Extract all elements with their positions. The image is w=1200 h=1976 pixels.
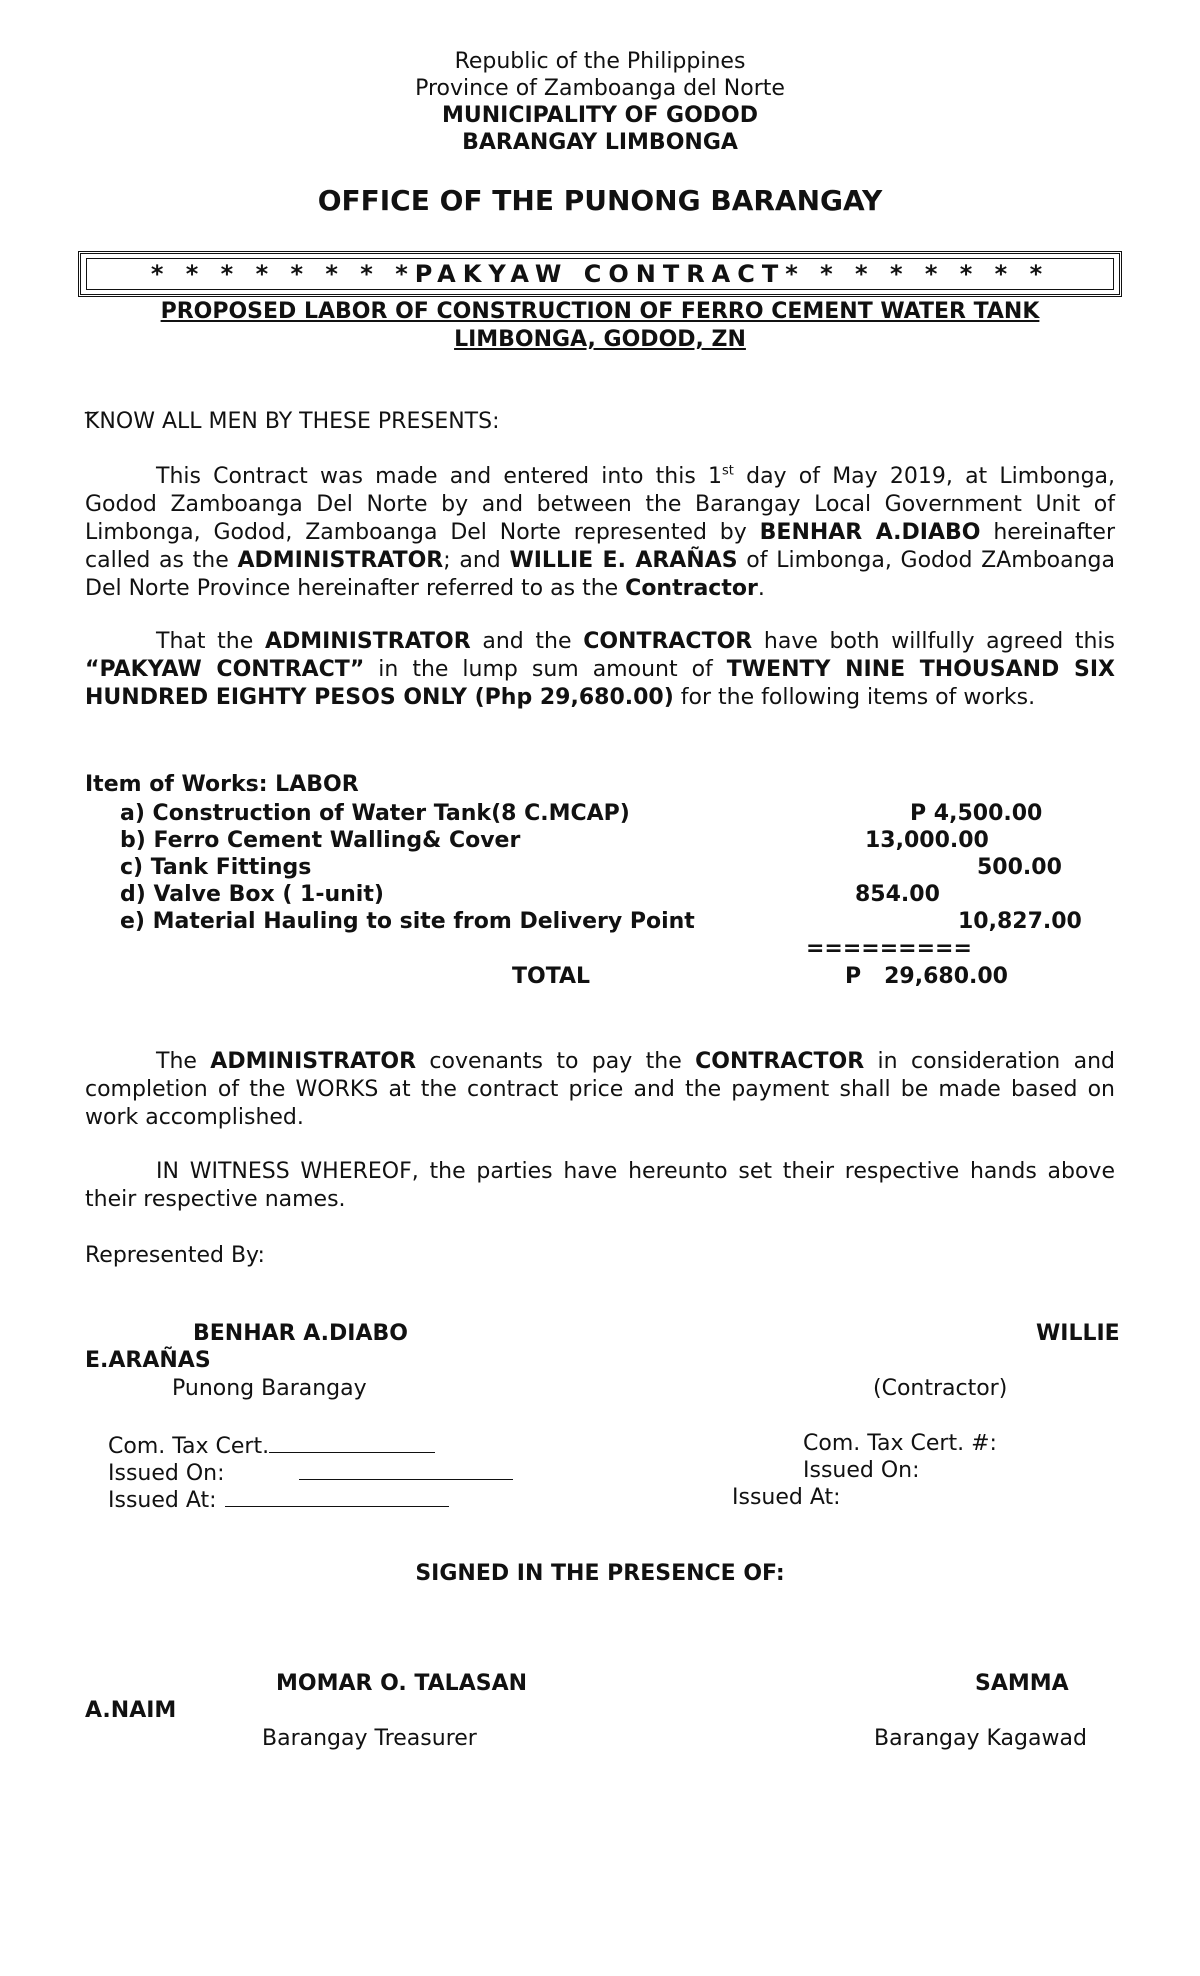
- para1-text: hereinafter called as the: [85, 520, 1116, 573]
- contractor-label: Contractor: [625, 576, 758, 601]
- work-item-label: c) Tank Fittings: [120, 855, 312, 880]
- subtitle-line2: LIMBONGA, GODOD, ZN: [454, 327, 746, 352]
- para2-text: and the: [470, 629, 584, 654]
- issued-on-label: Issued On:: [108, 1461, 225, 1486]
- total-separator: =========: [806, 936, 972, 961]
- para3-text: The: [156, 1049, 211, 1074]
- kagawad-name: SAMMA: [975, 1671, 1069, 1696]
- para1-text: .: [757, 576, 765, 601]
- contract-banner: [78, 251, 1122, 297]
- paragraph-covenant: [85, 1048, 1115, 1132]
- total-label: TOTAL: [512, 964, 591, 989]
- contractor-title: (Contractor): [873, 1376, 1008, 1401]
- paragraph-parties: [85, 463, 1115, 603]
- work-item-amount: 854.00: [855, 882, 940, 907]
- witness-heading: SIGNED IN THE PRESENCE OF:: [415, 1561, 785, 1586]
- contractor-name: WILLIE E. ARAÑAS: [509, 548, 738, 573]
- para2-text: for the following items of works.: [673, 685, 1036, 710]
- contractor-label: CONTRACTOR: [583, 629, 753, 654]
- kagawad-name-cont: A.NAIM: [85, 1698, 177, 1723]
- subtitle-line1: PROPOSED LABOR OF CONSTRUCTION OF FERRO CEMENT WATER TANK: [160, 299, 1040, 324]
- para1-text: ; and: [443, 548, 510, 573]
- know-all-heading: KNOW ALL MEN BY THESE PRESENTS:: [85, 409, 500, 434]
- municipality-line: MUNICIPALITY OF GODOD: [442, 103, 758, 128]
- administrator-signatory-name: BENHAR A.DIABO: [193, 1321, 408, 1346]
- para1-sup: st: [722, 463, 734, 479]
- total-amount: P 29,680.00: [845, 964, 1008, 989]
- administrator-title: Punong Barangay: [172, 1376, 367, 1401]
- works-heading: Item of Works: LABOR: [85, 772, 359, 797]
- para2-text: have both willfully agreed this: [752, 629, 1115, 654]
- issued-at-blank: [225, 1484, 449, 1507]
- para1-text: day of May 2019, at Limbonga, Godod Zamboanga Del Norte by and between the Barangay Local Government Unit of Limbonga, Godod, Zamboanga Del Norte represented by: [85, 464, 1116, 545]
- contractor-signatory-name-cont: E.ARAÑAS: [85, 1348, 211, 1373]
- work-item-label: b) Ferro Cement Walling& Cover: [120, 828, 521, 853]
- paragraph-agreement: [85, 628, 1115, 712]
- office-title: OFFICE OF THE PUNONG BARANGAY: [317, 184, 883, 217]
- kagawad-title: Barangay Kagawad: [874, 1726, 1087, 1751]
- treasurer-title: Barangay Treasurer: [262, 1726, 477, 1751]
- treasurer-name: MOMAR O. TALASAN: [276, 1671, 528, 1696]
- work-item-amount: 500.00: [977, 855, 1062, 880]
- tax-cert-blank: [269, 1430, 435, 1453]
- administrator-label: ADMINISTRATOR: [237, 548, 444, 573]
- republic-line: Republic of the Philippines: [454, 49, 746, 74]
- contractor-signatory-name: WILLIE: [1036, 1321, 1120, 1346]
- dash-mark: _: [85, 389, 96, 414]
- contract-name: “PAKYAW CONTRACT”: [85, 657, 365, 682]
- paragraph-witness: IN WITNESS WHEREOF, the parties have hereunto set their respective hands above their respective names.: [85, 1159, 1115, 1212]
- tax-cert-right: Com. Tax Cert. #:: [803, 1431, 997, 1456]
- para1-text: of Limbonga, Godod ZAmboanga Del Norte Province hereinafter referred to as the: [85, 548, 1115, 601]
- work-item-amount: P 4,500.00: [910, 801, 1043, 826]
- issued-at-label: Issued At:: [108, 1488, 217, 1513]
- tax-cert-label: Com. Tax Cert.: [108, 1434, 270, 1459]
- work-item-amount: 10,827.00: [958, 909, 1082, 934]
- issued-on-right: Issued On:: [803, 1458, 920, 1483]
- issued-at-left: [108, 1484, 449, 1515]
- issued-on-blank: [299, 1457, 513, 1480]
- represented-by: Represented By:: [85, 1243, 265, 1268]
- para2-text: That the: [156, 629, 265, 654]
- contractor-label: CONTRACTOR: [695, 1049, 865, 1074]
- work-item-amount: 13,000.00: [865, 828, 989, 853]
- contract-amount-words: TWENTY NINE THOUSAND SIX HUNDRED EIGHTY PESOS ONLY (Php 29,680.00): [85, 657, 1115, 710]
- administrator-name: BENHAR A.DIABO: [759, 520, 981, 545]
- work-item-label: d) Valve Box ( 1-unit): [120, 882, 384, 907]
- work-item-label: a) Construction of Water Tank(8 C.MCAP): [120, 801, 630, 826]
- barangay-line: BARANGAY LIMBONGA: [462, 130, 738, 155]
- para3-text: in consideration and completion of the WORKS at the contract price and the payment shall be made based on work accomplished.: [85, 1049, 1115, 1130]
- para2-text: in the lump sum amount of: [364, 657, 727, 682]
- banner-title: * * * * * * * *PAKYAW CONTRACT* * * * * * * *: [150, 260, 1050, 288]
- province-line: Province of Zamboanga del Norte: [415, 76, 785, 101]
- work-item-label: e) Material Hauling to site from Delivery Point: [120, 909, 695, 934]
- para3-text: covenants to pay the: [416, 1049, 696, 1074]
- administrator-label: ADMINISTRATOR: [210, 1049, 417, 1074]
- issued-at-right: Issued At:: [732, 1485, 841, 1510]
- administrator-label: ADMINISTRATOR: [264, 629, 471, 654]
- para1-text: This Contract was made and entered into this 1: [156, 464, 723, 489]
